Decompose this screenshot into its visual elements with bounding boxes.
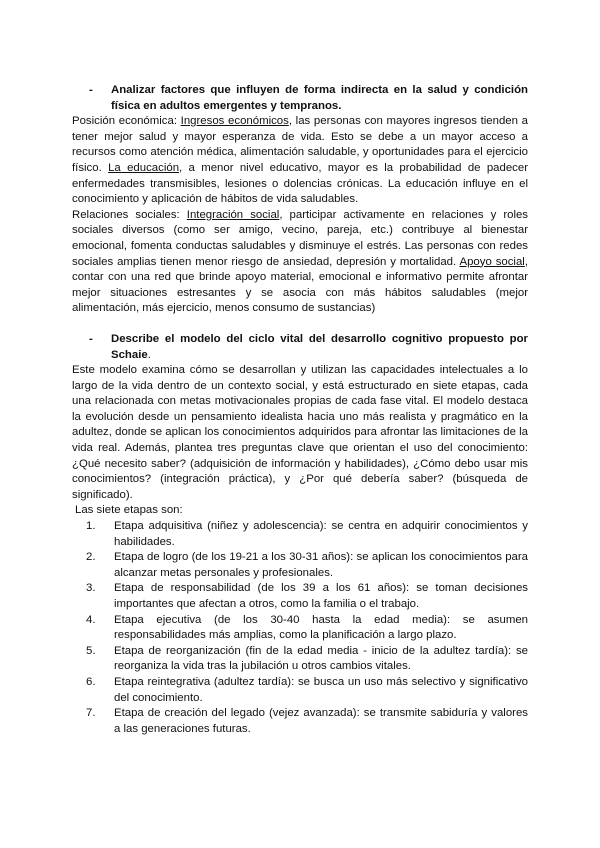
section2-heading-period: . xyxy=(147,348,151,361)
stage-number: 2. xyxy=(86,551,96,564)
list-item xyxy=(72,706,528,737)
list-item xyxy=(72,550,528,581)
stage-text: Etapa de reorganización (fin de la edad media - inicio de la adultez tardía): se reorganiza la vida tras la jubilación u otros cambios vitales. xyxy=(114,644,528,673)
stage-number: 5. xyxy=(86,644,96,657)
section2-heading-text xyxy=(111,332,528,363)
list-item xyxy=(72,675,528,706)
stage-text: Etapa reintegrativa (adultez tardía): se busca un uso más selectivo y significativo del conocimiento. xyxy=(114,675,528,704)
bullet-dash: - xyxy=(89,332,93,345)
social-integration-term: Integración social xyxy=(186,208,280,221)
stage-text: Etapa ejecutiva (de los 30-40 hasta la edad media): se asumen responsabilidades más amplias, como la planificación a largo plazo. xyxy=(114,613,528,642)
stage-text: Etapa adquisitiva (niñez y adolescencia): se centra en adquirir conocimientos y habilidades. xyxy=(114,520,528,548)
stage-number: 3. xyxy=(86,582,96,595)
social-integration-text: , participar activamente en relaciones y roles sociales diversos (como ser amigo, vecino, pareja, etc.) contribuye al bienestar emocional, fomenta conductas saludables y disminuye el estrés. Las personas con redes sociales amplias tienen menor riesgo de ansiedad, depresión y mortalidad. xyxy=(72,208,529,268)
economic-income-term: Ingresos económicos xyxy=(180,115,289,128)
economic-income-text: , las personas con mayores ingresos tienden a tener mejor salud y mayor esperanza de vida. Esto se debe a un mayor acceso a recursos como atención médica, alimentación saludable, y oportunidades para el ejercicio físico. xyxy=(72,115,528,174)
schaie-intro-paragraph: Este modelo examina cómo se desarrollan y utilizan las capacidades intelectuales a lo largo de la vida dentro de un contexto social, y está estructurado en siete etapas, cada una relacionada con metas motivacionales propias de cada fase vital. El modelo destaca la evolución desde un pensamiento idealista hacia uno más realista y pragmático en la adultez, donde se aplican los conocimientos adquiridos para afrontar las limitaciones de la vida real. Además, plantea tres preguntas clave que orientan el uso del conocimiento: ¿Qué necesito saber? (adquisición de información y habilidades), ¿Cómo debo usar mis conocimientos? (integración práctica), y ¿Por qué debería saber? (búsqueda de significado). xyxy=(72,364,528,501)
section1-heading xyxy=(72,83,528,114)
social-relations-paragraph xyxy=(72,208,528,317)
section1-heading-text: Analizar factores que influyen de forma indirecta en la salud y condición física en adultos emergentes y tempranos. xyxy=(111,84,528,112)
stage-number: 1. xyxy=(86,520,96,533)
document-content xyxy=(72,83,528,737)
stage-number: 4. xyxy=(86,613,96,626)
list-item xyxy=(72,581,528,612)
section2-heading xyxy=(72,332,528,363)
social-support-term: Apoyo social xyxy=(459,255,525,268)
stage-text: Etapa de creación del legado (vejez avanzada): se transmite sabiduría y valores a las generaciones futuras. xyxy=(114,707,528,735)
list-item xyxy=(72,519,528,550)
list-item xyxy=(72,613,528,644)
stages-list xyxy=(72,519,528,737)
stage-text: Etapa de responsabilidad (de los 39 a los 61 años): se toman decisiones importantes que afectan a otros, como la familia o el trabajo. xyxy=(114,582,528,610)
stage-number: 6. xyxy=(86,675,96,688)
list-item xyxy=(72,644,528,675)
education-text: , a menor nivel educativo, mayor es la probabilidad de padecer enfermedades transmisibles, lesiones o dolencias crónicas. La educación influye en el conocimiento y aplicación de hábitos de vida saludables. xyxy=(72,161,529,206)
section2-heading-main: Describe el modelo del ciclo vital del desarrollo cognitivo propuesto por Schaie xyxy=(111,332,528,361)
bullet-dash: - xyxy=(89,84,93,96)
stage-text: Etapa de logro (de los 19-21 a los 30-31 años): se aplican los conocimientos para alcanzar metas personales y profesionales. xyxy=(114,551,528,579)
economic-position-label: Posición económica: xyxy=(72,115,181,128)
economic-position-paragraph xyxy=(72,114,528,208)
stages-label: Las siete etapas son: xyxy=(75,504,183,517)
social-support-text: , contar con una red que brinde apoyo material, emocional e informativo permite afrontar mejor situaciones estresantes y se asocia con más hábitos saludables (mejor alimentación, más ejercicio, menos consumo de sustancias) xyxy=(72,255,528,315)
social-relations-label: Relaciones sociales: xyxy=(72,208,187,221)
education-term: La educación xyxy=(108,161,180,174)
stage-number: 7. xyxy=(86,707,96,720)
